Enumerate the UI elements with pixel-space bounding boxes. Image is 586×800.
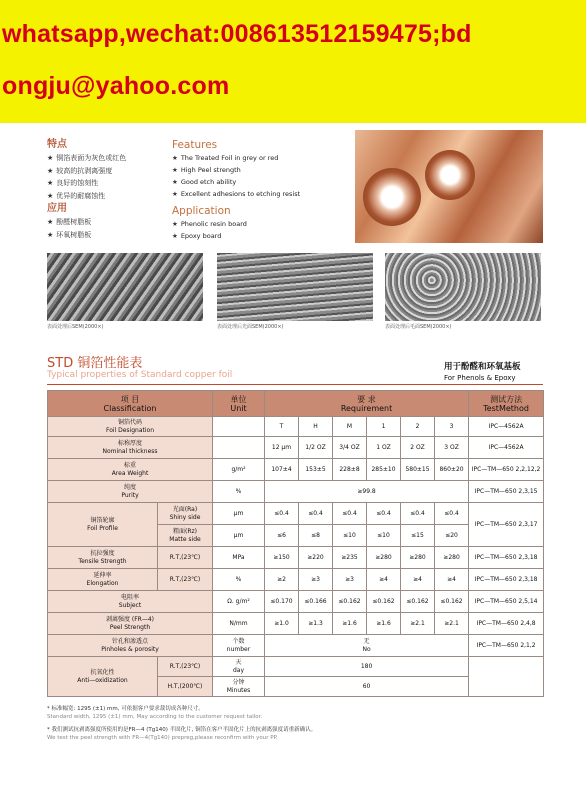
table-row: H.T,(200℃) 分钟 Minutes 60 (48, 677, 544, 697)
foil-roll-end (425, 150, 475, 200)
contact-banner (0, 0, 586, 123)
table-row: 标称厚度 Nominal thickness 12 μm 1/2 OZ 3/4 OZ 1 OZ 2 OZ 3 OZ IPC—4562A (48, 437, 544, 459)
sem-image-shiny (217, 253, 373, 321)
contact-line-2: ongju@yahoo.com (2, 72, 230, 100)
features-cn-item: ★ 良好的蚀刻性 (47, 179, 99, 187)
application-cn-heading: 应用 (47, 203, 67, 214)
star-icon: ★ (172, 154, 178, 162)
table-row: 延伸率 Elongation R.T,(23℃) % ≥2 ≥3 ≥3 ≥4 ≥4 ≥4 IPC—TM—650 2,3,18 (48, 569, 544, 591)
application-cn-item: ★ 环氧树脂板 (47, 230, 92, 239)
features-en (172, 138, 300, 242)
note-peel-cn: * 我们测试抗剥离强度所使用的是FR—4 (Tg140) 半固化片, 铜箔在客户半固化片上的抗剥离强度请重新确认。 (47, 727, 317, 733)
features-cn-item: ★ 铜箔表面为灰色或红色 (47, 154, 127, 162)
section-usage-en: For Phenols & Epoxy (444, 374, 516, 382)
header-test-method: 测试方法 TestMethod (469, 391, 544, 417)
header-unit: 单位 Unit (213, 391, 265, 417)
section-subtitle: Typical properties of Standard copper foil (47, 370, 233, 380)
header-classification: 项 目 Classification (48, 391, 213, 417)
features-en-item: ★ Good etch ability (172, 178, 237, 186)
sem-image-matte (385, 253, 541, 321)
features-en-item: ★ Excellent adhesions to etching resist (172, 190, 301, 198)
note-width-cn: * 标准幅宽: 1295 (±1) mm, 可依据客户要求裁切成各种尺寸。 (47, 706, 204, 712)
table-header-row (48, 391, 544, 417)
table-row: 电阻率 Subject Ω. g/m² ≤0.170 ≤0.166 ≤0.162 ≤0.162 ≤0.162 ≤0.162 IPC—TM—650 2,5,14 (48, 591, 544, 613)
application-cn-item: ★ 酚醛树脂板 (47, 218, 92, 226)
star-icon: ★ (47, 218, 54, 226)
table-row: 针孔和渗透点 Pinholes & porosity 个数 number 无 No IPC—TM—650 2,1,2 (48, 635, 544, 657)
sem-caption: 表面处理后光面SEM(2000×) (217, 324, 284, 330)
header-requirement: 要 求 Requirement (265, 391, 469, 417)
table-row: 抗拉强度 Tensile Strength R.T,(23℃) MPa ≥150 ≥220 ≥235 ≥280 ≥280 ≥280 IPC—TM—650 2,3,18 (48, 547, 544, 569)
table-row: 铜箔轮廓 Foil Profile 光面(Ra) Shiny side μm ≤0.4 ≤0.4 ≤0.4 ≤0.4 ≤0.4 ≤0.4 IPC—TM—650 2,3,17 (48, 503, 544, 525)
table-row: 纯度 Purity % ≥99.8 IPC—TM—650 2,3,15 (48, 481, 544, 503)
features-cn-heading: 特点 (47, 139, 67, 150)
section-divider (47, 384, 543, 385)
sem-caption: 表面处理后毛面SEM(2000×) (385, 324, 452, 330)
star-icon: ★ (172, 220, 178, 228)
copper-foil-roll-photo (355, 130, 543, 243)
table-row: 粗面(Rz) Matte side μm ≤6 ≤8 ≤10 ≤10 ≤15 ≤20 (48, 525, 544, 547)
section-usage-cn: 用于酚醛和环氧基板 (444, 362, 521, 372)
note-peel-en: We test the peel strength with FR—4(Tg140) prepreg,please reconfirm with your PP. (47, 735, 278, 741)
star-icon: ★ (172, 166, 178, 174)
table-row: 剥离强度 (FR—4) Peel Strength N/mm ≥1.0 ≥1.3 ≥1.6 ≥1.6 ≥2.1 ≥2.1 IPC—TM—650 2,4,8 (48, 613, 544, 635)
sem-image-treated (47, 253, 203, 321)
features-en-item: ★ High Peel strength (172, 166, 241, 174)
application-en-item: ★ Phenolic resin board (172, 220, 247, 228)
contact-line-1: whatsapp,wechat:008613512159475;bd (2, 20, 472, 48)
table-row: 抗氧化性 Anti—oxidization R.T,(23℃) 天 day 180 (48, 657, 544, 677)
application-en-heading: Application (172, 205, 231, 217)
section-title: STD 铜箔性能表 (47, 356, 143, 371)
features-cn (47, 138, 126, 241)
features-en-heading: Features (172, 139, 218, 151)
star-icon: ★ (47, 191, 54, 200)
star-icon: ★ (172, 178, 178, 186)
star-icon: ★ (47, 154, 54, 162)
table-row: 铜箔代码 Foil Designation T H M 1 2 3 IPC—4562A (48, 417, 544, 437)
star-icon: ★ (47, 230, 54, 239)
sem-caption: 表面处理后SEM(2000×) (47, 324, 104, 330)
features-cn-item: ★ 较高的抗剥离强度 (47, 166, 113, 175)
star-icon: ★ (172, 232, 178, 240)
note-width-en: Standard width, 1295 (±1) mm, May according to the customer request tailor. (47, 714, 263, 720)
star-icon: ★ (172, 190, 178, 198)
star-icon: ★ (47, 179, 54, 187)
properties-table (47, 390, 544, 697)
features-cn-item: ★ 优异的耐腐蚀性 (47, 191, 106, 200)
application-en-item: ★ Epoxy board (172, 232, 222, 240)
table-row: 标重 Area Weight g/m² 107±4 153±5 228±8 285±10 580±15 860±20 IPC—TM—650 2,2,12,2 (48, 459, 544, 481)
star-icon: ★ (47, 166, 54, 175)
foil-roll-end (363, 168, 421, 226)
features-en-item: ★ The Treated Foil in grey or red (172, 154, 279, 162)
